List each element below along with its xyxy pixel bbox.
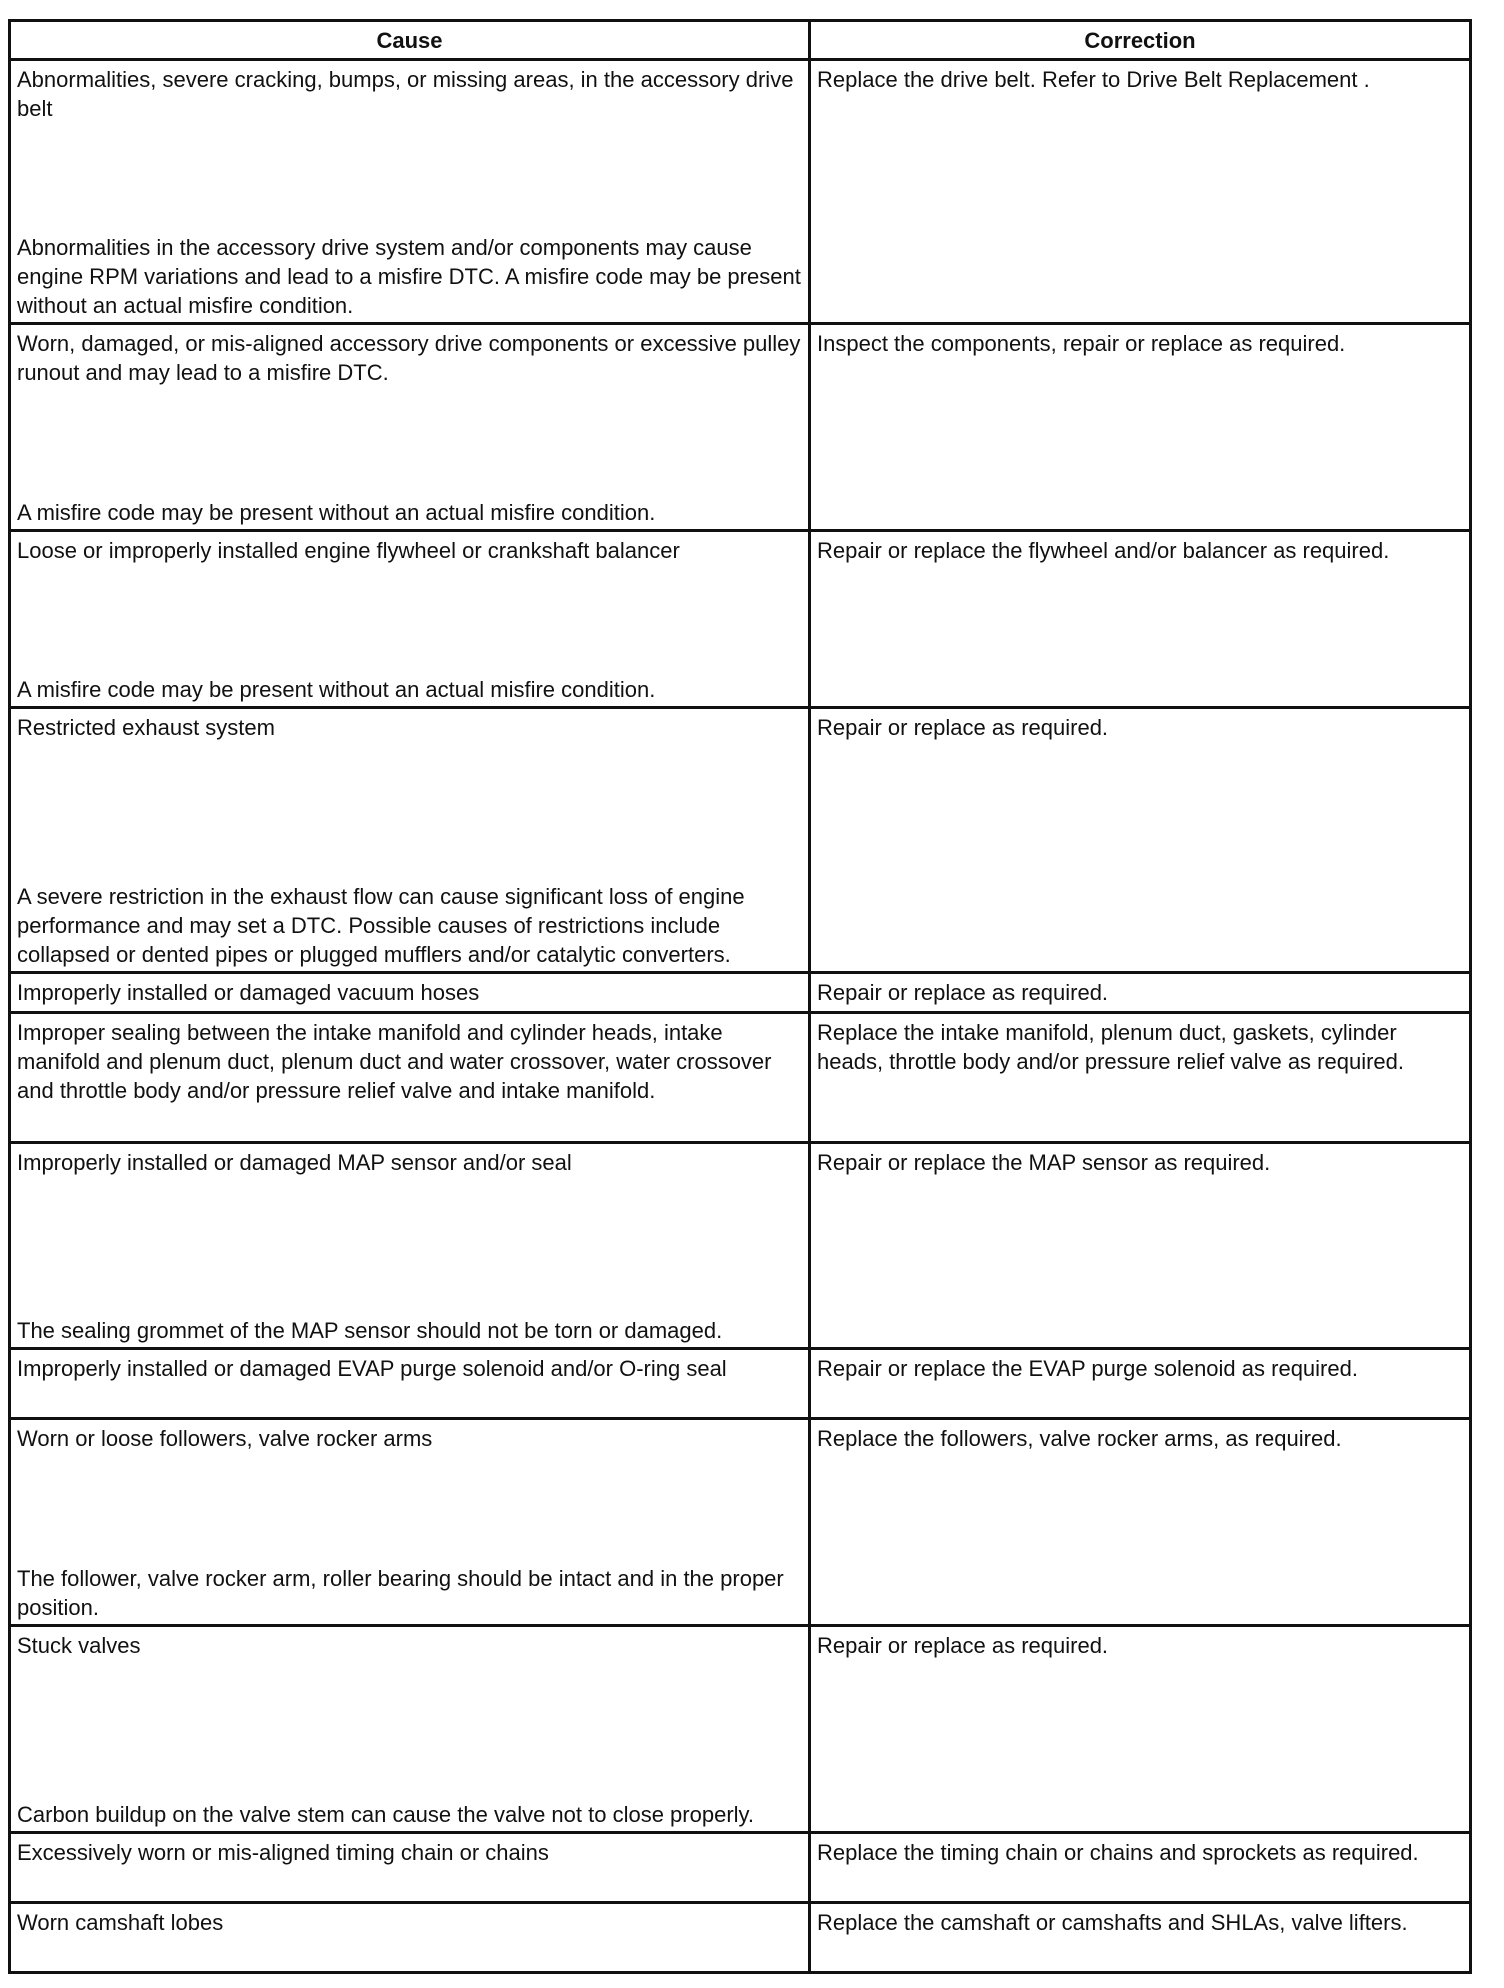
correction-cell: Replace the camshaft or camshafts and SHLAs, valve lifters. (810, 1903, 1471, 1973)
cause-cell (10, 708, 810, 973)
cause-text: Stuck valves (17, 1633, 141, 1658)
cause-text: Improperly installed or damaged MAP sensor and/or seal (17, 1150, 572, 1175)
correction-cell: Repair or replace as required. (810, 708, 1471, 973)
cause-cell: Improperly installed or damaged vacuum hoses (10, 973, 810, 1013)
header-cause: Cause (10, 21, 810, 60)
correction-cell: Repair or replace as required. (810, 973, 1471, 1013)
cause-note: The sealing grommet of the MAP sensor should not be torn or damaged. (17, 1318, 723, 1343)
table-row (10, 1013, 1471, 1143)
table-row (10, 324, 1471, 531)
correction-cell: Inspect the components, repair or replace as required. (810, 324, 1471, 531)
table-row (10, 1833, 1471, 1903)
correction-cell: Repair or replace as required. (810, 1626, 1471, 1833)
cause-cell: Excessively worn or mis-aligned timing chain or chains (10, 1833, 810, 1903)
cause-note: A misfire code may be present without an actual misfire condition. (17, 500, 656, 525)
table-row (10, 531, 1471, 708)
table-row (10, 973, 1471, 1013)
correction-cell: Replace the drive belt. Refer to Drive Belt Replacement . (810, 60, 1471, 324)
cause-text: Restricted exhaust system (17, 715, 275, 740)
table-row (10, 1626, 1471, 1833)
table-row (10, 60, 1471, 324)
table-row (10, 1419, 1471, 1626)
header-correction: Correction (810, 21, 1471, 60)
cause-text: Abnormalities, severe cracking, bumps, or missing areas, in the accessory drive belt (17, 67, 794, 121)
cause-cell: Improperly installed or damaged EVAP purge solenoid and/or O-ring seal (10, 1349, 810, 1419)
cause-correction-table (8, 19, 1472, 1974)
cause-note: Abnormalities in the accessory drive system and/or components may cause engine RPM variations and lead to a misfire DTC. A misfire code may be present without an actual misfire condition. (17, 235, 801, 318)
cause-cell: Worn camshaft lobes (10, 1903, 810, 1973)
cause-note: The follower, valve rocker arm, roller bearing should be intact and in the proper position. (17, 1566, 784, 1620)
cause-cell: Improper sealing between the intake manifold and cylinder heads, intake manifold and plenum duct, plenum duct and water crossover, water crossover and throttle body and/or pressure relief valve and intake manifold. (10, 1013, 810, 1143)
cause-cell (10, 60, 810, 324)
correction-cell: Replace the intake manifold, plenum duct, gaskets, cylinder heads, throttle body and/or pressure relief valve as required. (810, 1013, 1471, 1143)
table-header-row (10, 21, 1471, 60)
correction-cell: Replace the timing chain or chains and sprockets as required. (810, 1833, 1471, 1903)
table-row (10, 708, 1471, 973)
cause-text: Worn, damaged, or mis-aligned accessory drive components or excessive pulley runout and may lead to a misfire DTC. (17, 331, 801, 385)
cause-note: Carbon buildup on the valve stem can cause the valve not to close properly. (17, 1802, 755, 1827)
correction-cell: Replace the followers, valve rocker arms, as required. (810, 1419, 1471, 1626)
table-row (10, 1143, 1471, 1349)
cause-cell (10, 1419, 810, 1626)
correction-cell: Repair or replace the MAP sensor as required. (810, 1143, 1471, 1349)
table-row (10, 1349, 1471, 1419)
cause-cell (10, 531, 810, 708)
table-row (10, 1903, 1471, 1973)
cause-note: A severe restriction in the exhaust flow can cause significant loss of engine performance and may set a DTC. Possible causes of restrictions include collapsed or dented pipes or plugged mufflers and/or catalytic converters. (17, 884, 745, 967)
cause-cell (10, 1626, 810, 1833)
cause-cell (10, 324, 810, 531)
correction-cell: Repair or replace the flywheel and/or balancer as required. (810, 531, 1471, 708)
cause-text: Loose or improperly installed engine flywheel or crankshaft balancer (17, 538, 680, 563)
cause-note: A misfire code may be present without an actual misfire condition. (17, 677, 656, 702)
cause-text: Worn or loose followers, valve rocker arms (17, 1426, 433, 1451)
correction-cell: Repair or replace the EVAP purge solenoid as required. (810, 1349, 1471, 1419)
cause-cell (10, 1143, 810, 1349)
